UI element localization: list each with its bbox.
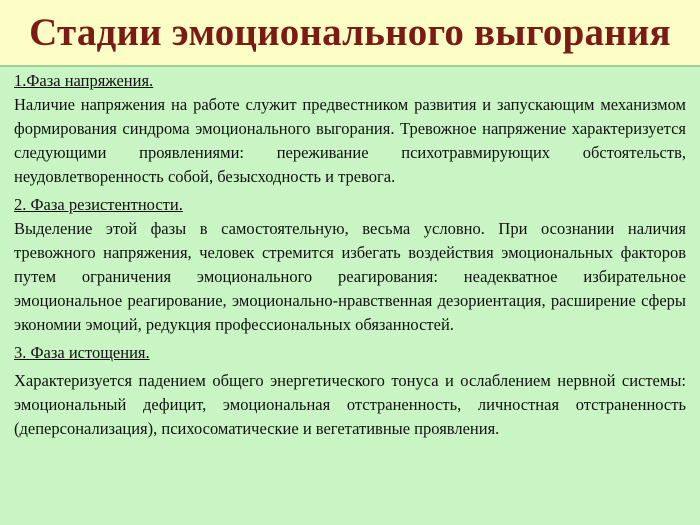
phase-2-heading: 2. Фаза резистентности. — [14, 195, 183, 214]
phase-3-text: Характеризуется падением общего энергетического тонуса и ослаблением нервной системы: эмоциональный дефицит, эмоциональная отстраненность, личностная отстраненность (деперсонализация), психосоматические и вегетативные проявления. — [14, 371, 686, 438]
phase-1 — [14, 69, 686, 189]
phase-1-heading: 1.Фаза напряжения. — [14, 71, 154, 90]
title-bar — [0, 0, 700, 65]
phase-2-text: Выделение этой фазы в самостоятельную, весьма условно. При осознании наличия тревожного напряжения, человек стремится избегать воздействия эмоциональных факторов путем ограничения эмоционального реагирования: неадекватное избирательное эмоциональное реагирование, эмоционально-нравственная дезориентация, расширение сферы экономии эмоций, редукция профессиональных обязанностей. — [14, 219, 686, 334]
phase-1-text: Наличие напряжения на работе служит предвестником развития и запускающим механизмом формирования синдрома эмоционального выгорания. Тревожное напряжение характеризуется следующими проявлениями: переживание психотравмирующих обстоятельств, неудовлетворенность собой, безысходность и тревога. — [14, 95, 686, 186]
phase-3 — [14, 341, 686, 441]
slide-content — [14, 69, 686, 441]
slide-title: Стадии эмоционального выгорания — [29, 11, 671, 54]
phase-3-heading: 3. Фаза истощения. — [14, 343, 150, 362]
phase-2 — [14, 193, 686, 337]
title-divider — [0, 65, 700, 67]
